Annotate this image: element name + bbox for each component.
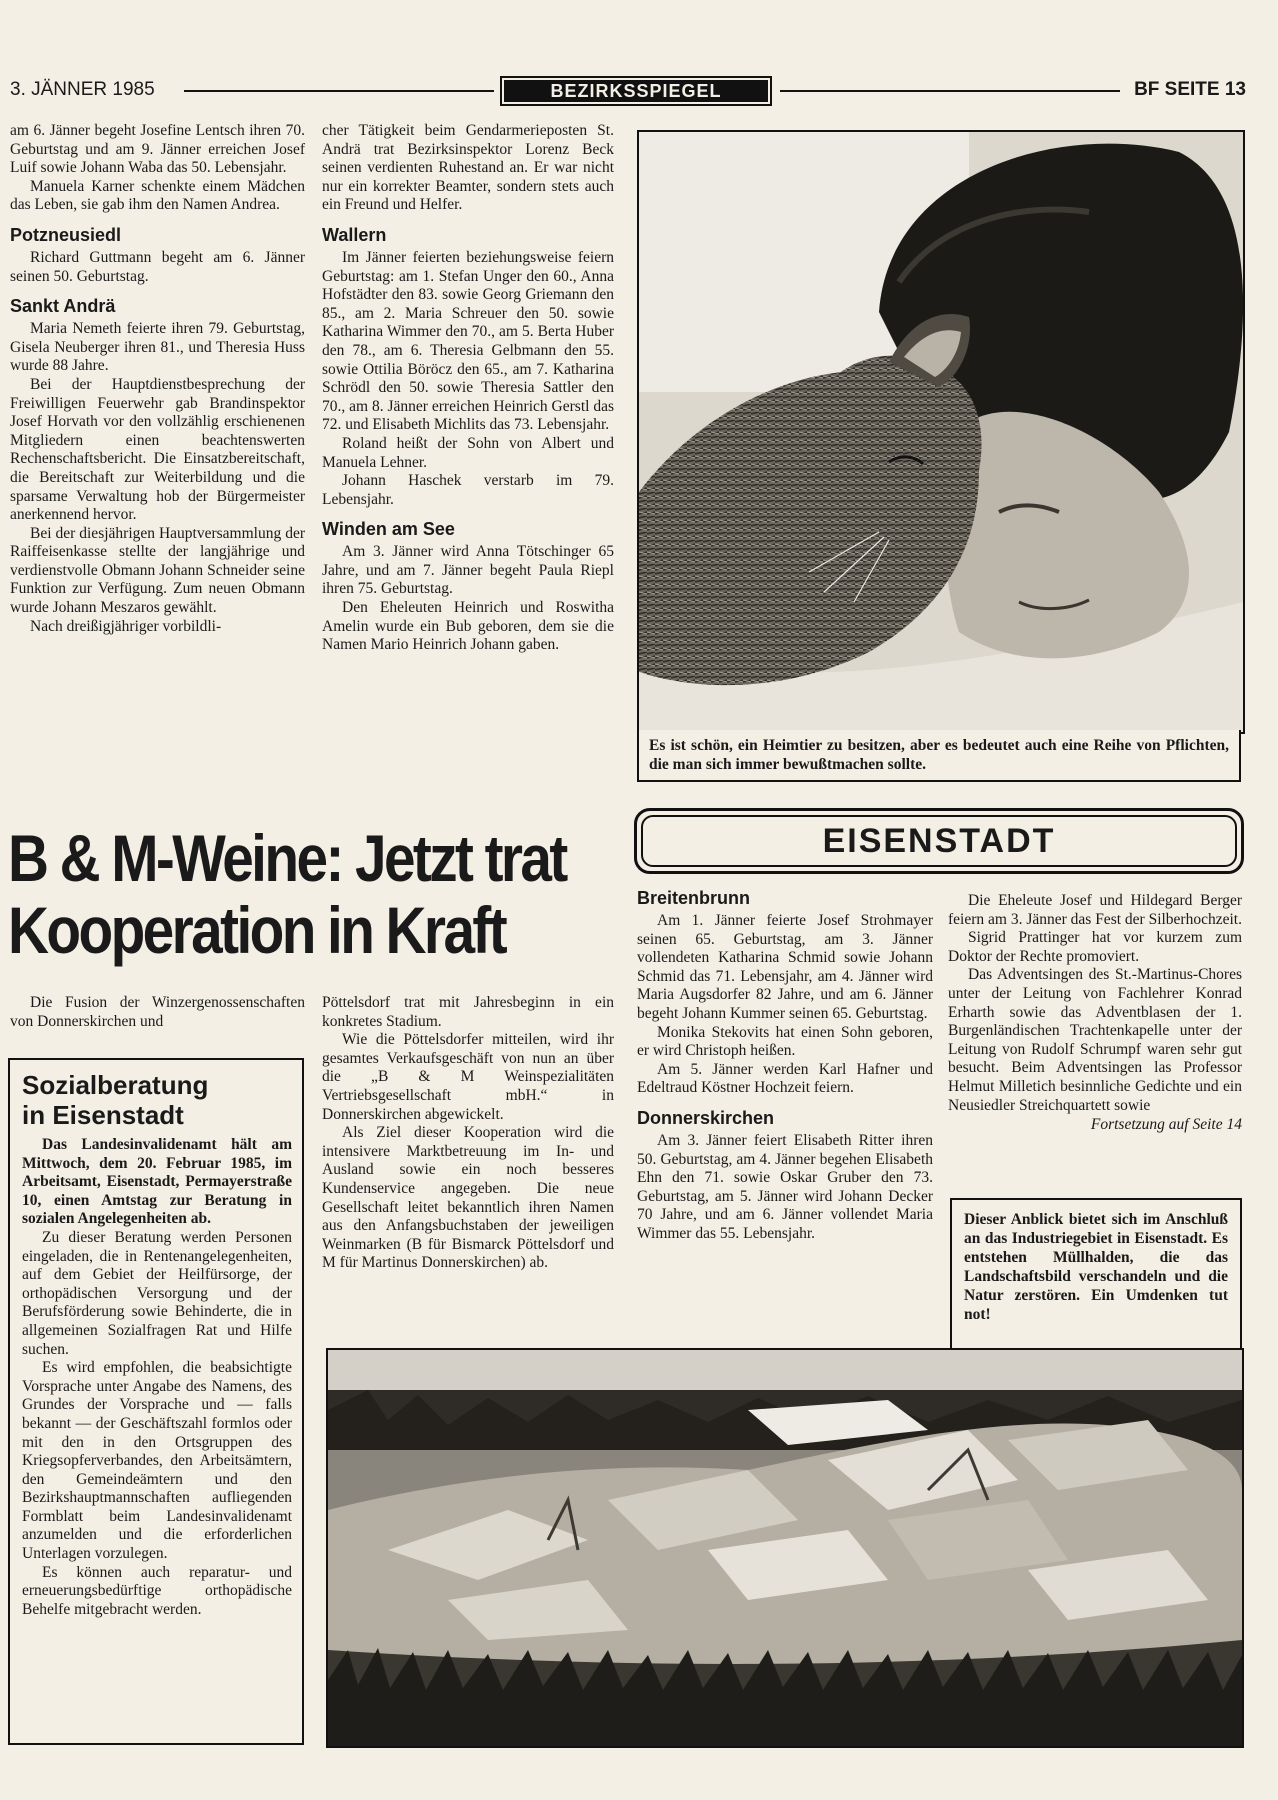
sozialberatung-box: [8, 1058, 304, 1745]
eisenstadt-column-a: [637, 888, 933, 1244]
header-page: BF SEITE 13: [1134, 79, 1246, 100]
heading-breitenbrunn: Breitenbrunn: [637, 888, 751, 908]
article-p3: Als Ziel dieser Kooperation wird die intensivere Marktbetreuung im In- und Ausland sowie ein noch besseres Kundenservice angegeben. Die neue Gesellschaft leitet bekanntlich ihren Namen aus den Anfangsbuchstaben der jeweiligen Weinmarken (B für Bismarck Pöttelsdorf und M für Martinus Donnerskirchen) ab.: [322, 1124, 614, 1272]
col1-p7: Nach dreißigjähriger vorbildli-: [30, 617, 222, 635]
col2-p5: Am 3. Jänner wird Anna Tötschinger 65 Jahre, und am 7. Jänner begeht Paula Riepl ihren 75. Geburtstag.: [322, 543, 614, 598]
sozial-title-1: Sozialberatung: [22, 1070, 209, 1100]
breitenbrunn-p3: Am 5. Jänner werden Karl Hafner und Edeltraud Köstner Hochzeit feiern.: [637, 1060, 933, 1097]
headline-line-1: B & M-Weine: Jetzt trat: [8, 821, 566, 895]
col1-p5: Bei der Hauptdienstbesprechung der Freiwilligen Feuerwehr gab Brandinspektor Josef Horvath vor den vollzählig erschienenen Mitgliedern einen beachtenswerten Rechenschaftsbericht. Die Einsatzbereitschaft, die Bereitschaft zur Weiterbildung und die sparsame Verwaltung hob der Bürgermeister anerkennend hervor.: [10, 375, 305, 524]
col2-p6: Den Eheleuten Heinrich und Roswitha Amelin wurde ein Bub geboren, dem sie die Namen Mario Heinrich Johann gaben.: [322, 599, 614, 654]
eisenstadt-column-b: [948, 892, 1242, 1134]
sozial-p1: Zu dieser Beratung werden Personen eingeladen, die in Rentenangelegenheiten, auf dem Gebiet der Heilfürsorge, der orthopädischen Versorgung und der Berufsförderung sowie Behinderte, die in allgemeinen Sozialfragen Rat und Hilfe suchen.: [22, 1228, 292, 1358]
article-p1: Pöttelsdorf trat mit Jahresbeginn in ein konkretes Stadium.: [322, 994, 614, 1030]
col1-p3: Richard Guttmann begeht am 6. Jänner seinen 50. Geburtstag.: [10, 248, 305, 285]
heading-wallern: Wallern: [322, 224, 387, 245]
col2-p4: Johann Haschek verstarb im 79. Lebensjahr.: [322, 472, 614, 508]
page-header: [10, 76, 1246, 106]
sozial-p2: Es wird empfohlen, die beabsichtigte Vorsprache unter Angabe des Namens, des Grundes der Vorsprache und — falls bekannt — der Geschäftszahl formlos oder mit den in den Ortsgruppen des Kriegsopferverbandes, den Arbeitsämtern, den Gemeindeämtern und den Bezirkshauptmannschaften aufliegenden Formblatt beim Landesinvalidenamt anzumelden und die erforderlichen Unterlagen vorzulegen.: [22, 1359, 292, 1563]
eisenstadt-banner: [634, 808, 1244, 874]
cat-photo-caption: Es ist schön, ein Heimtier zu besitzen, aber es bedeutet auch eine Reihe von Pflichten, die man sich immer bewußtmachen sollte.: [649, 737, 1229, 773]
col2-p1: cher Tätigkeit beim Gendarmerieposten St. Andrä trat Bezirksinspektor Lorenz Beck seinen verdienten Ruhestand an. Er war nicht nur ein korrekter Beamter, sondern stets auch ein Freund und Helfer.: [322, 122, 614, 214]
header-rule-left: [184, 90, 494, 92]
col2-p2: Im Jänner feierten beziehungsweise feiern Geburtstag: am 1. Stefan Unger den 60., Anna Hofstädter den 83. sowie Georg Griemann den 85., am 2. Maria Schreuer den 50. sowie Katharina Wimmer den 70., am 5. Berta Huber den 78., am 6. Theresia Gelbmann den 55. sowie Ottilia Böröcz den 65., am 7. Katharina Schrödl den 50. sowie Theresia Sattler den 70., am 8. Jänner erreichen Heinrich Gerstl das 72. und Elisabeth Michlits das 73. Lebensjahr.: [322, 248, 614, 434]
cat-photo-caption-box: [637, 730, 1241, 782]
breitenbrunn-p1: Am 1. Jänner feierte Josef Strohmayer seinen 65. Geburtstag, am 3. Jänner vollendeten Katharina Schmid sowie Johann Schmid das 71. Lebensjahr, am 4. Jänner wird Maria Augsdorfer 82 Jahre, und am 6. Jänner begeht Johann Kummer seinen 65. Geburtstag.: [637, 912, 933, 1022]
headline: [8, 822, 628, 966]
cat-and-man-image: [639, 132, 1243, 732]
column-1: [10, 122, 305, 636]
article-column: [322, 994, 614, 1273]
eisenstadt-r1: Die Eheleute Josef und Hildegard Berger feiern am 3. Jänner das Fest der Silberhochzeit.: [948, 892, 1242, 928]
sozial-p3: Es können auch reparatur- und erneuerungsbedürftige orthopädische Behelfe mitgebracht werden.: [22, 1563, 292, 1618]
heading-potzneusiedl: Potzneusiedl: [10, 224, 122, 245]
sozial-lead: Das Landesinvalidenamt hält am Mittwoch, dem 20. Februar 1985, im Arbeitsamt, Eisenstadt, Permayerstraße 10, einen Amtstag zur Beratung in sozialen Angelegenheiten ab.: [22, 1136, 292, 1228]
header-date: 3. JÄNNER 1985: [10, 79, 155, 100]
dump-photo-caption: Dieser Anblick bietet sich im Anschluß an das Industriegebiet in Eisenstadt. Es entstehen Müllhalden, die das Landschaftsbild verschandeln und die Natur zerstören. Ein Umdenken tut not!: [964, 1211, 1228, 1323]
col1-p4: Maria Nemeth feierte ihren 79. Geburtstag, Gisela Neuberger ihren 81., und Theresia Huss wurde 88 Jahre.: [10, 320, 305, 375]
landfill-image: [328, 1350, 1242, 1746]
section-title: BEZIRKSSPIEGEL: [504, 80, 768, 102]
breitenbrunn-p2: Monika Stekovits hat einen Sohn geboren, er wird Christoph heißen.: [637, 1023, 933, 1060]
header-rule-right: [780, 90, 1120, 92]
article-p2: Wie die Pöttelsdorfer mitteilen, wird ihr gesamtes Verkaufsgeschäft von nun an über die „B & M Weinspezialitäten Vertriebsgesellschaft mbH.“ in Donnerskirchen abgewickelt.: [322, 1031, 614, 1123]
column-2: [322, 122, 614, 655]
dump-photo-caption-box: [950, 1198, 1242, 1350]
col1-p1: am 6. Jänner begeht Josefine Lentsch ihren 70. Geburtstag und am 9. Jänner erreichen Josef Luif sowie Johann Waba das 50. Lebensjahr.: [10, 122, 305, 177]
eisenstadt-r3: Das Adventsingen des St.-Martinus-Chores unter der Leitung von Fachlehrer Konrad Erharth sowie das Adventblasen der 1. Burgenländischen Trachtenkapelle unter der Leitung von Rudolf Schrumpf waren sehr gut besucht. Beim Adventsingen las Professor Helmut Milletich besinnliche Gedichte und ein Neusiedler Streichquartett sowie: [948, 966, 1242, 1114]
dump-photo: [326, 1348, 1244, 1748]
donnerskirchen-p1: Am 3. Jänner feiert Elisabeth Ritter ihren 50. Geburtstag, am 4. Jänner begehen Elisabeth Ehn den 71. sowie Oskar Gruber den 73. Geburtstag, am 5. Jänner wird Johann Decker 70 Jahre, und am 6. Jänner vollendet Maria Wimmer das 55. Lebensjahr.: [637, 1131, 933, 1242]
continued-note: Fortsetzung auf Seite 14: [1090, 1116, 1242, 1134]
sozial-title-2: in Eisenstadt: [22, 1100, 184, 1130]
heading-donnerskirchen: Donnerskirchen: [637, 1107, 775, 1128]
eisenstadt-r2: Sigrid Prattinger hat vor kurzem zum Doktor der Rechte promoviert.: [948, 929, 1242, 965]
heading-sankt-andrae: Sankt Andrä: [10, 296, 116, 317]
headline-line-2: Kooperation in Kraft: [8, 893, 506, 967]
eisenstadt-banner-title: EISENSTADT: [641, 815, 1237, 867]
cat-photo: [637, 130, 1245, 734]
col1-p2: Manuela Karner schenkte einem Mädchen das Leben, sie gab ihm den Namen Andrea.: [10, 177, 305, 214]
article-lead-text: Die Fusion der Winzergenossenschaften von Donnerskirchen und: [10, 994, 305, 1030]
col1-p6: Bei der diesjährigen Hauptversammlung der Raiffeisenkasse stellte der langjährige und verdienstvolle Obmann Johann Schneider seine Funktion zur Verfügung. Zum neuen Obmann wurde Johann Meszaros gewählt.: [10, 524, 305, 617]
col2-p3: Roland heißt der Sohn von Albert und Manuela Lehner.: [322, 434, 614, 471]
section-banner: [500, 76, 772, 106]
article-lead-left: [10, 994, 305, 1031]
heading-winden-am-see: Winden am See: [322, 519, 455, 540]
